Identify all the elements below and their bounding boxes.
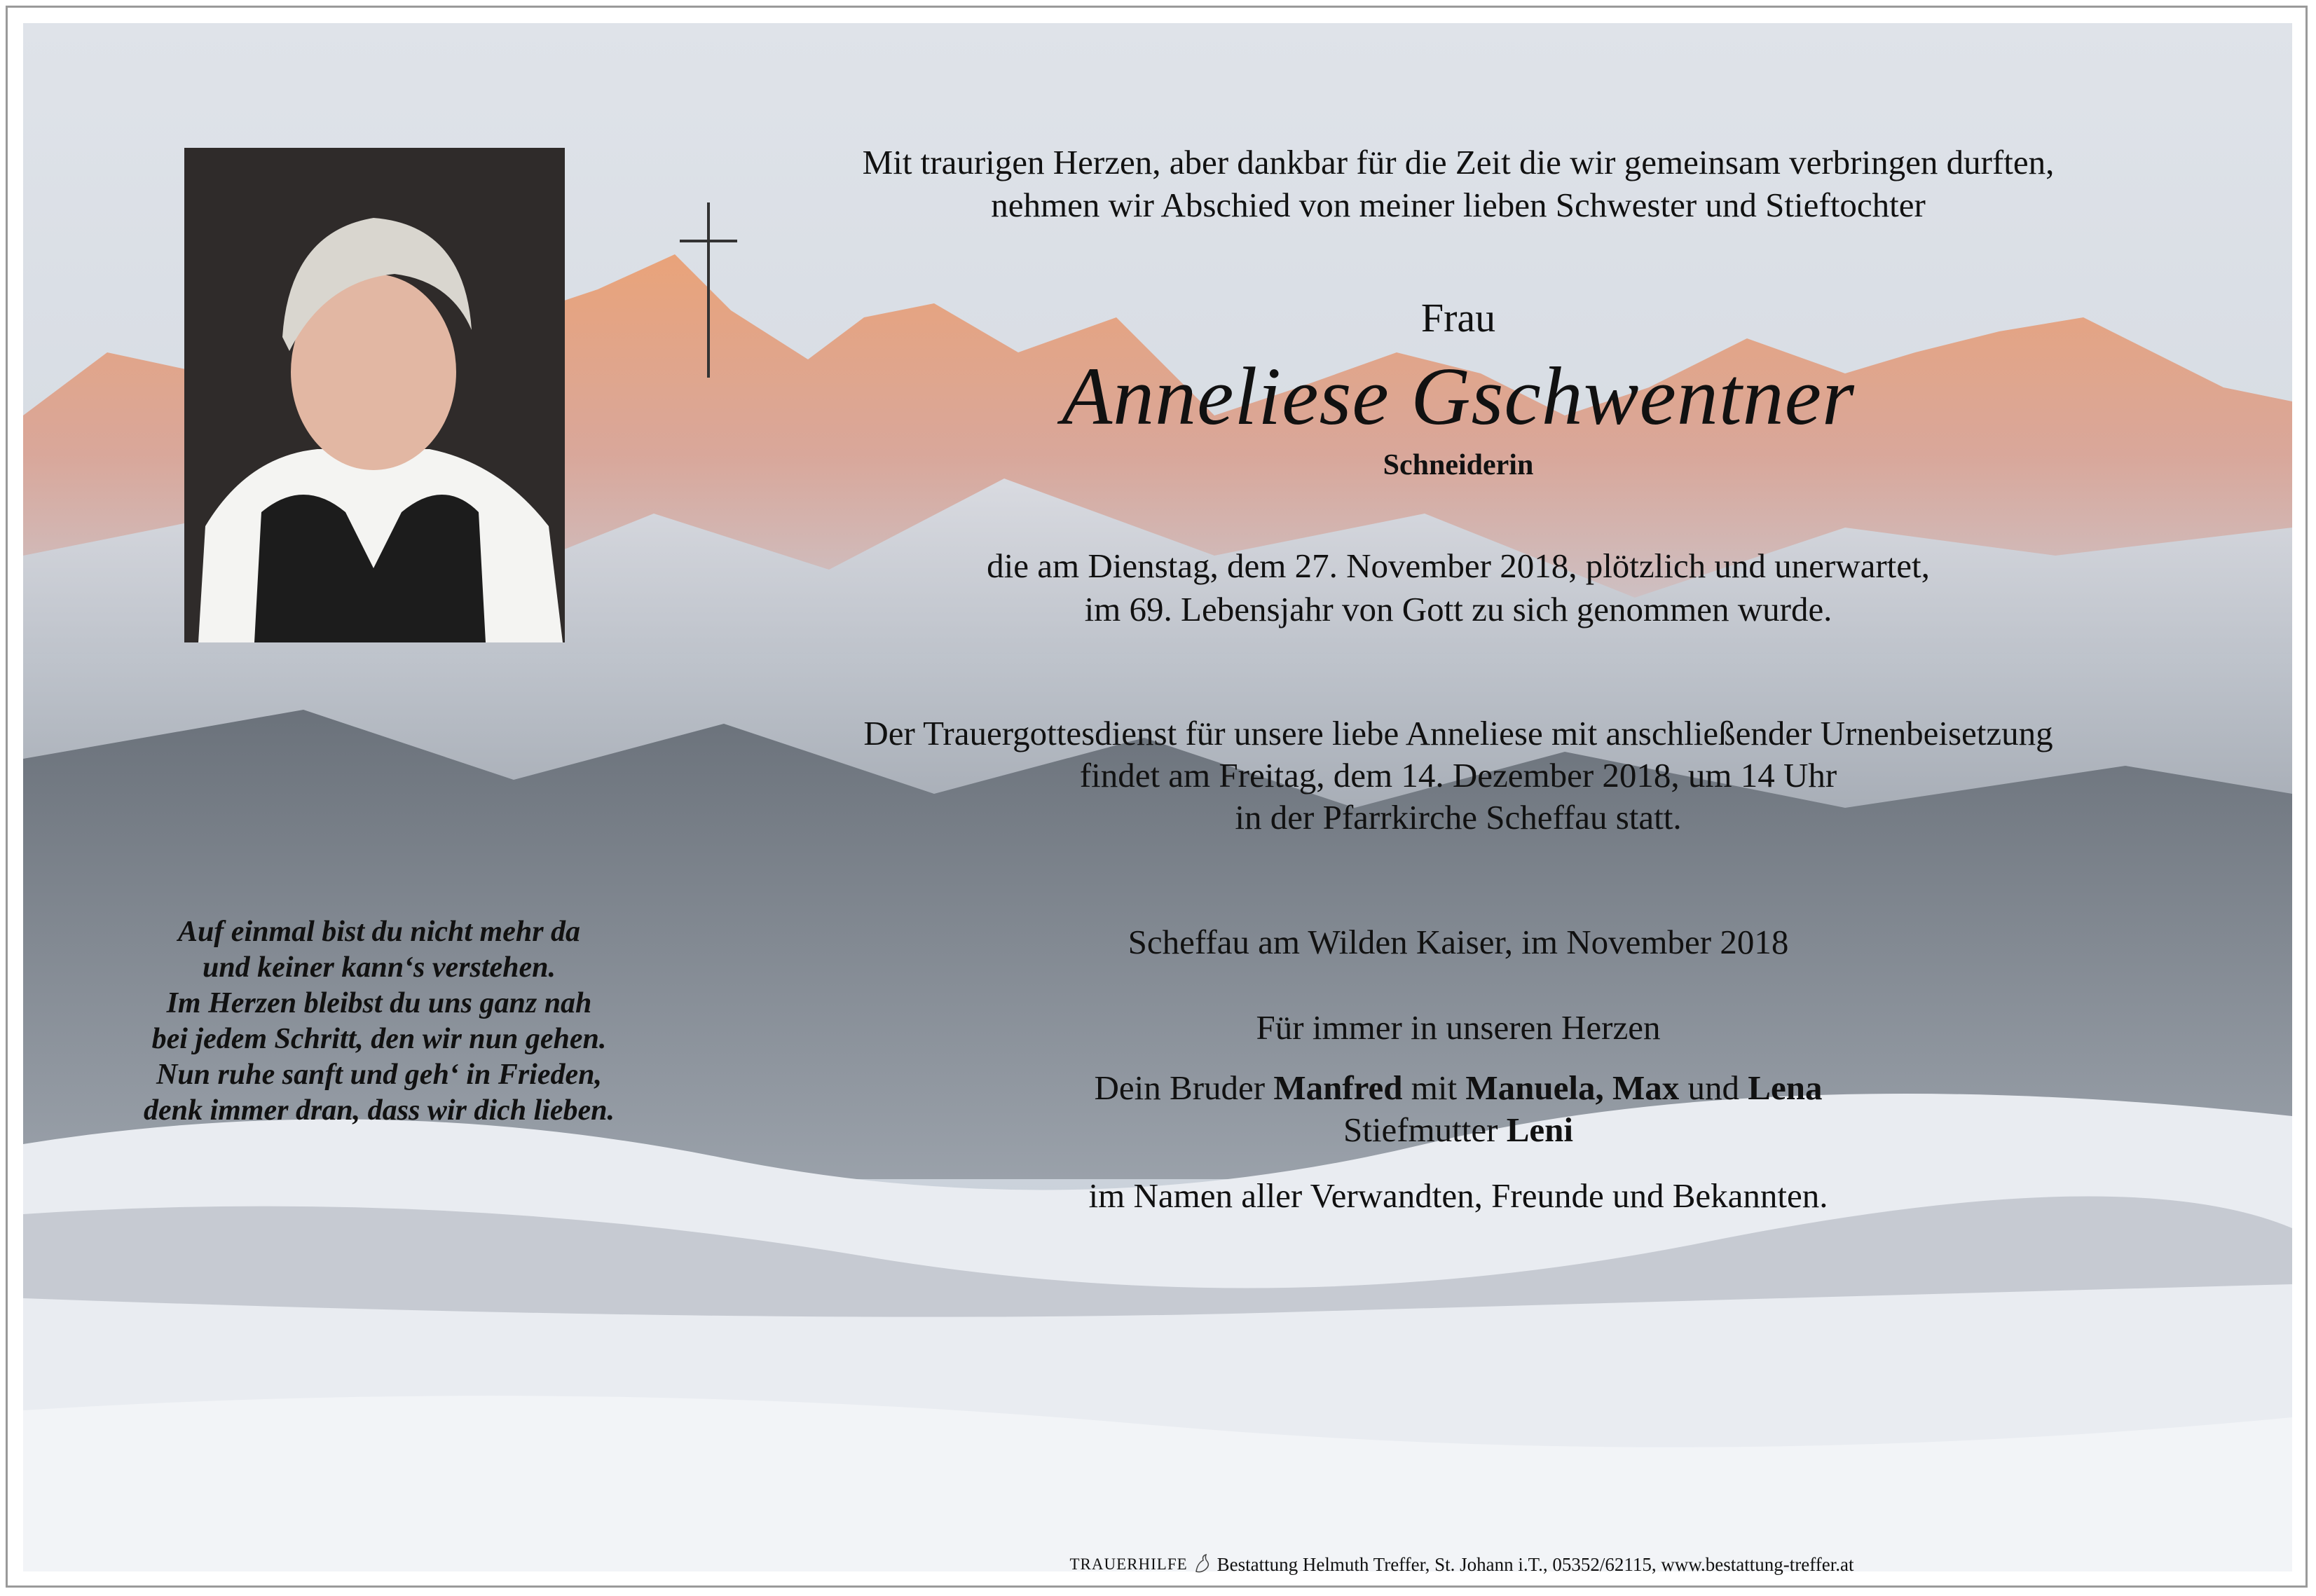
- salutation: Frau: [1420, 295, 1496, 340]
- memorial-poem: [78, 914, 680, 1129]
- stepmother-prefix: Stiefmutter: [1343, 1110, 1498, 1149]
- portrait-photo: [184, 148, 565, 642]
- cross-icon: [677, 202, 740, 378]
- place-and-date: Scheffau am Wilden Kaiser, im November 2018: [1128, 923, 1789, 961]
- brother-prefix: Dein Bruder: [1094, 1068, 1266, 1107]
- poem-line: und keiner kann‘s verstehen.: [202, 951, 556, 984]
- death-line-2: im 69. Lebensjahr von Gott zu sich genommen wurde.: [1084, 590, 1832, 628]
- poem-line: Nun ruhe sanft und geh‘ in Frieden,: [156, 1059, 602, 1091]
- occupation: Schneiderin: [1383, 449, 1534, 481]
- intro-line-1: Mit traurigen Herzen, aber dankbar für die Zeit die wir gemeinsam verbringen durften,: [862, 143, 2055, 181]
- poem-line: denk immer dran, dass wir dich lieben.: [143, 1094, 615, 1127]
- mourner-name-3: Max: [1612, 1068, 1680, 1107]
- mourner-name-2: Manuela,: [1465, 1068, 1604, 1107]
- service-line-1: Der Trauergottesdienst für unsere liebe Anneliese mit anschließender Urnenbeisetzung: [863, 714, 2053, 752]
- poem-line: Auf einmal bist du nicht mehr da: [177, 916, 581, 948]
- service-line-2: findet am Freitag, dem 14. Dezember 2018, um 14 Uhr: [1079, 756, 1837, 794]
- deceased-name: Anneliese Gschwentner: [1062, 350, 1855, 442]
- death-line-1: die am Dienstag, dem 27. November 2018, plötzlich und unerwartet,: [987, 546, 1930, 585]
- poem-line: bei jedem Schritt, den wir nun gehen.: [151, 1023, 607, 1055]
- funeral-service-info: [758, 713, 2159, 839]
- intro-text: [758, 141, 2159, 226]
- family-line-2: [898, 1109, 2019, 1151]
- with-word: mit: [1411, 1068, 1458, 1107]
- brother-name: Manfred: [1273, 1068, 1403, 1107]
- forever-line: Für immer in unseren Herzen: [1256, 1008, 1661, 1047]
- service-line-3: in der Pfarrkirche Scheffau statt.: [1235, 798, 1682, 837]
- relatives-line: im Namen aller Verwandten, Freunde und Bekannten.: [1088, 1176, 1828, 1215]
- stepmother-name: Leni: [1506, 1110, 1573, 1149]
- footer-brand: TRAUERHILFE: [1069, 1555, 1188, 1573]
- mourners: [898, 1067, 2019, 1151]
- family-line-1: [898, 1067, 2019, 1109]
- poem-line: Im Herzen bleibst du uns ganz nah: [166, 987, 592, 1019]
- footer: [919, 1553, 2005, 1576]
- and-word: und: [1687, 1068, 1740, 1107]
- intro-line-2: nehmen wir Abschied von meiner lieben Schwester und Stieftochter: [991, 186, 1926, 224]
- obituary-card: [6, 6, 2308, 1588]
- footer-text: Bestattung Helmuth Treffer, St. Johann i.T., 05352/62115, www.bestattung-treffer.at: [1217, 1554, 1854, 1575]
- mourner-name-4: Lena: [1748, 1068, 1823, 1107]
- death-notice: [828, 544, 2089, 631]
- dove-icon: [1193, 1553, 1212, 1576]
